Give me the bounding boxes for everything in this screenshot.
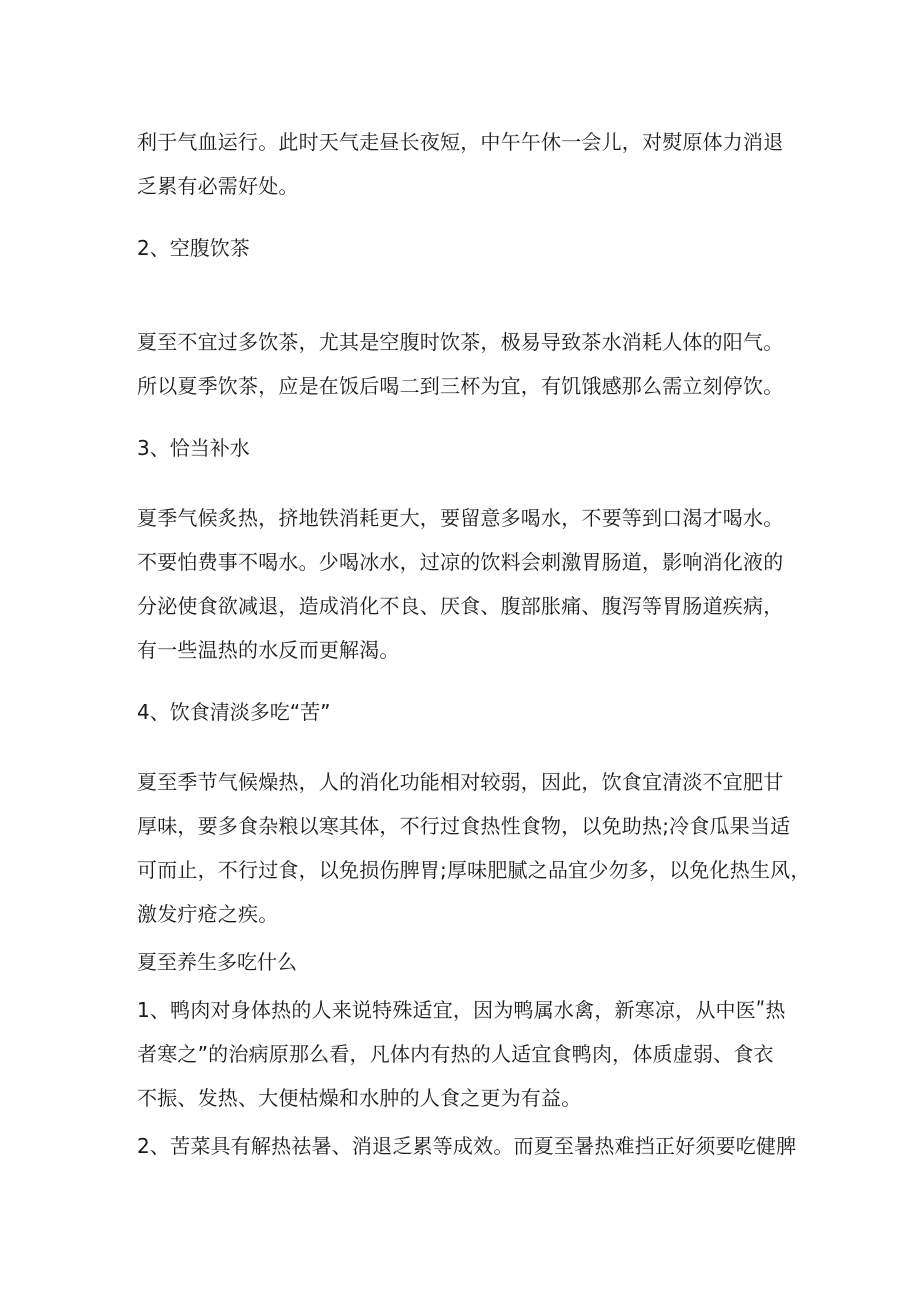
text-line: 厚味，要多食杂粮以寒其体，不行过食热性食物，以免助热;冷食瓜果当适 xyxy=(137,814,791,838)
text-line: 激发疔疮之疾。 xyxy=(137,902,279,926)
heading-water: 3、恰当补水 xyxy=(137,436,250,460)
text-line: 所以夏季饮茶，应是在饭后喝二到三杯为宜，有饥饿感那么需立刻停饮。 xyxy=(137,374,784,398)
text-line: 者寒之”的治病原那么看，凡体内有热的人适宜食鸭肉，体质虚弱、食衣 xyxy=(137,1042,774,1066)
heading-light-diet: 4、饮食清淡多吃“苦” xyxy=(137,700,331,724)
text-line: 不要怕费事不喝水。少喝冰水，过凉的饮料会刺激胃肠道，影响消化液的 xyxy=(137,550,784,574)
section-title: 夏至养生多吃什么 xyxy=(137,950,297,974)
text-line: 有一些温热的水反而更解渴。 xyxy=(137,638,400,662)
text-line: 分泌使食欲减退，造成消化不良、厌食、腹部胀痛、腹泻等胃肠道疾病， xyxy=(137,594,784,618)
text-line: 1、鸭肉对身体热的人来说特殊适宜，因为鸭属水禽，新寒凉，从中医ʺ热 xyxy=(137,998,786,1022)
text-line: 可而止，不行过食，以免损伤脾胃;厚味肥腻之品宜少勿多，以免化热生风， xyxy=(137,858,811,882)
text-line: 夏至季节气候燥热，人的消化功能相对较弱，因此，饮食宜清淡不宜肥甘 xyxy=(137,770,784,794)
heading-empty-stomach-tea: 2、空腹饮茶 xyxy=(137,236,250,260)
paragraph-tea xyxy=(137,320,787,408)
text-line: 夏季气候炙热，挤地铁消耗更大，要留意多喝水，不要等到口渴才喝水。 xyxy=(137,506,784,530)
text-line: 2、苦菜具有解热祛暑、消退乏累等成效。而夏至暑热难挡正好须要吃健脾 xyxy=(137,1134,797,1158)
paragraph-diet xyxy=(137,760,811,936)
paragraph-water xyxy=(137,496,787,672)
text-line: 乏累有必需好处。 xyxy=(137,174,299,198)
item-duck xyxy=(137,988,787,1120)
document-page xyxy=(137,120,811,1168)
text-line: 利于气血运行。此时天气走昼长夜短，中午午休一会儿，对熨原体力消退 xyxy=(137,130,784,154)
text-line: 不振、发热、大便枯燥和水肿的人食之更为有益。 xyxy=(137,1086,582,1110)
paragraph-intro xyxy=(137,120,787,208)
item-bitter-greens xyxy=(137,1124,797,1168)
text-line: 夏至不宜过多饮茶，尤其是空腹时饮茶，极易导致茶水消耗人体的阳气。 xyxy=(137,330,784,354)
